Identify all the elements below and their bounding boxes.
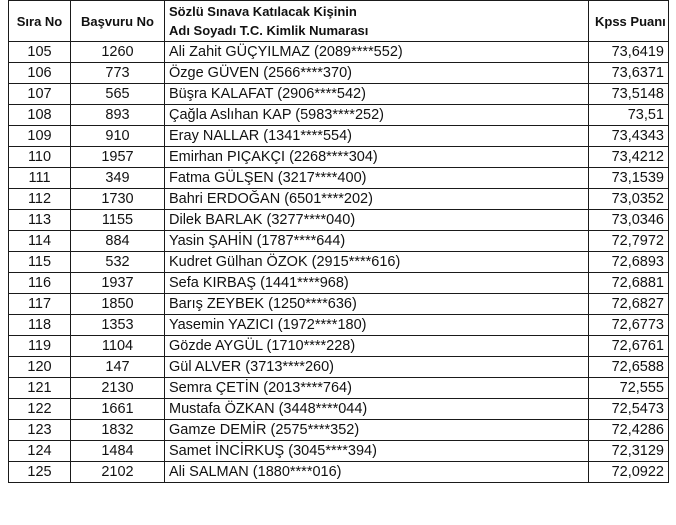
kpss-score-cell: 72,555 [589,378,669,399]
basvuru-cell: 1155 [71,210,165,231]
table-row [9,273,669,294]
sira-cell: 116 [9,273,71,294]
table-row [9,189,669,210]
basvuru-cell: 1104 [71,336,165,357]
kpss-score-cell: 72,3129 [589,441,669,462]
kpss-score-cell: 72,6881 [589,273,669,294]
candidate-name-cell: Gül ALVER (3713****260) [165,357,589,378]
table-row [9,336,669,357]
candidate-name-cell: Yasin ŞAHİN (1787****644) [165,231,589,252]
table-row [9,462,669,483]
kpss-score-cell: 73,4212 [589,147,669,168]
candidate-name-cell: Ali Zahit GÜÇYILMAZ (2089****552) [165,42,589,63]
header-sira-no: Sıra No [9,1,71,42]
candidate-name-cell: Bahri ERDOĞAN (6501****202) [165,189,589,210]
table-row [9,294,669,315]
table-row [9,210,669,231]
basvuru-cell: 773 [71,63,165,84]
sira-cell: 114 [9,231,71,252]
basvuru-cell: 1260 [71,42,165,63]
kpss-score-cell: 73,6371 [589,63,669,84]
sira-cell: 120 [9,357,71,378]
basvuru-cell: 1957 [71,147,165,168]
sira-cell: 115 [9,252,71,273]
basvuru-cell: 532 [71,252,165,273]
candidate-name-cell: Yasemin YAZICI (1972****180) [165,315,589,336]
basvuru-cell: 1353 [71,315,165,336]
header-row [9,1,669,42]
sira-cell: 124 [9,441,71,462]
kpss-score-cell: 73,5148 [589,84,669,105]
table-header [9,1,669,42]
basvuru-cell: 910 [71,126,165,147]
basvuru-cell: 2130 [71,378,165,399]
sira-cell: 112 [9,189,71,210]
table-row [9,84,669,105]
basvuru-cell: 1484 [71,441,165,462]
candidate-name-cell: Samet İNCİRKUŞ (3045****394) [165,441,589,462]
kpss-score-cell: 72,6893 [589,252,669,273]
candidate-name-cell: Fatma GÜLŞEN (3217****400) [165,168,589,189]
candidate-name-cell: Eray NALLAR (1341****554) [165,126,589,147]
candidate-name-cell: Sefa KIRBAŞ (1441****968) [165,273,589,294]
table-row [9,126,669,147]
candidate-name-cell: Barış ZEYBEK (1250****636) [165,294,589,315]
header-candidate-name-line1: Sözlü Sınava Katılacak Kişinin [169,4,357,19]
kpss-score-cell: 72,6588 [589,357,669,378]
kpss-score-cell: 73,6419 [589,42,669,63]
sira-cell: 108 [9,105,71,126]
basvuru-cell: 2102 [71,462,165,483]
basvuru-cell: 1850 [71,294,165,315]
basvuru-cell: 1730 [71,189,165,210]
basvuru-cell: 349 [71,168,165,189]
table-row [9,420,669,441]
table-row [9,315,669,336]
sira-cell: 123 [9,420,71,441]
candidate-name-cell: Gözde AYGÜL (1710****228) [165,336,589,357]
candidate-name-cell: Kudret Gülhan ÖZOK (2915****616) [165,252,589,273]
candidate-name-cell: Büşra KALAFAT (2906****542) [165,84,589,105]
basvuru-cell: 565 [71,84,165,105]
basvuru-cell: 1832 [71,420,165,441]
kpss-score-cell: 72,0922 [589,462,669,483]
kpss-score-cell: 73,4343 [589,126,669,147]
basvuru-cell: 884 [71,231,165,252]
candidate-name-cell: Emirhan PIÇAKÇI (2268****304) [165,147,589,168]
table-row [9,357,669,378]
kpss-score-cell: 73,0346 [589,210,669,231]
sira-cell: 118 [9,315,71,336]
header-candidate-name [165,1,589,42]
candidate-name-cell: Semra ÇETİN (2013****764) [165,378,589,399]
table-row [9,147,669,168]
table-row [9,252,669,273]
kpss-score-cell: 72,7972 [589,231,669,252]
table-row [9,399,669,420]
kpss-score-cell: 73,1539 [589,168,669,189]
table-row [9,105,669,126]
table-row [9,168,669,189]
sira-cell: 121 [9,378,71,399]
kpss-score-cell: 72,4286 [589,420,669,441]
candidate-name-cell: Özge GÜVEN (2566****370) [165,63,589,84]
basvuru-cell: 893 [71,105,165,126]
candidate-name-cell: Mustafa ÖZKAN (3448****044) [165,399,589,420]
sira-cell: 113 [9,210,71,231]
candidate-name-cell: Çağla Aslıhan KAP (5983****252) [165,105,589,126]
basvuru-cell: 1937 [71,273,165,294]
table-row [9,63,669,84]
sira-cell: 122 [9,399,71,420]
sira-cell: 119 [9,336,71,357]
candidate-table-sheet [8,0,668,483]
kpss-score-cell: 73,0352 [589,189,669,210]
sira-cell: 117 [9,294,71,315]
candidate-name-cell: Dilek BARLAK (3277****040) [165,210,589,231]
sira-cell: 105 [9,42,71,63]
kpss-score-cell: 72,5473 [589,399,669,420]
sira-cell: 125 [9,462,71,483]
sira-cell: 107 [9,84,71,105]
sira-cell: 110 [9,147,71,168]
candidate-table [8,0,669,483]
sira-cell: 109 [9,126,71,147]
table-row [9,42,669,63]
header-candidate-name-line2: Adı Soyadı T.C. Kimlik Numarası [169,23,369,38]
basvuru-cell: 1661 [71,399,165,420]
kpss-score-cell: 72,6827 [589,294,669,315]
table-row [9,441,669,462]
table-body [9,42,669,483]
table-row [9,231,669,252]
basvuru-cell: 147 [71,357,165,378]
kpss-score-cell: 73,51 [589,105,669,126]
header-kpss-puani: Kpss Puanı [589,1,669,42]
kpss-score-cell: 72,6773 [589,315,669,336]
candidate-name-cell: Ali SALMAN (1880****016) [165,462,589,483]
sira-cell: 111 [9,168,71,189]
table-row [9,378,669,399]
header-basvuru-no: Başvuru No [71,1,165,42]
candidate-name-cell: Gamze DEMİR (2575****352) [165,420,589,441]
sira-cell: 106 [9,63,71,84]
kpss-score-cell: 72,6761 [589,336,669,357]
